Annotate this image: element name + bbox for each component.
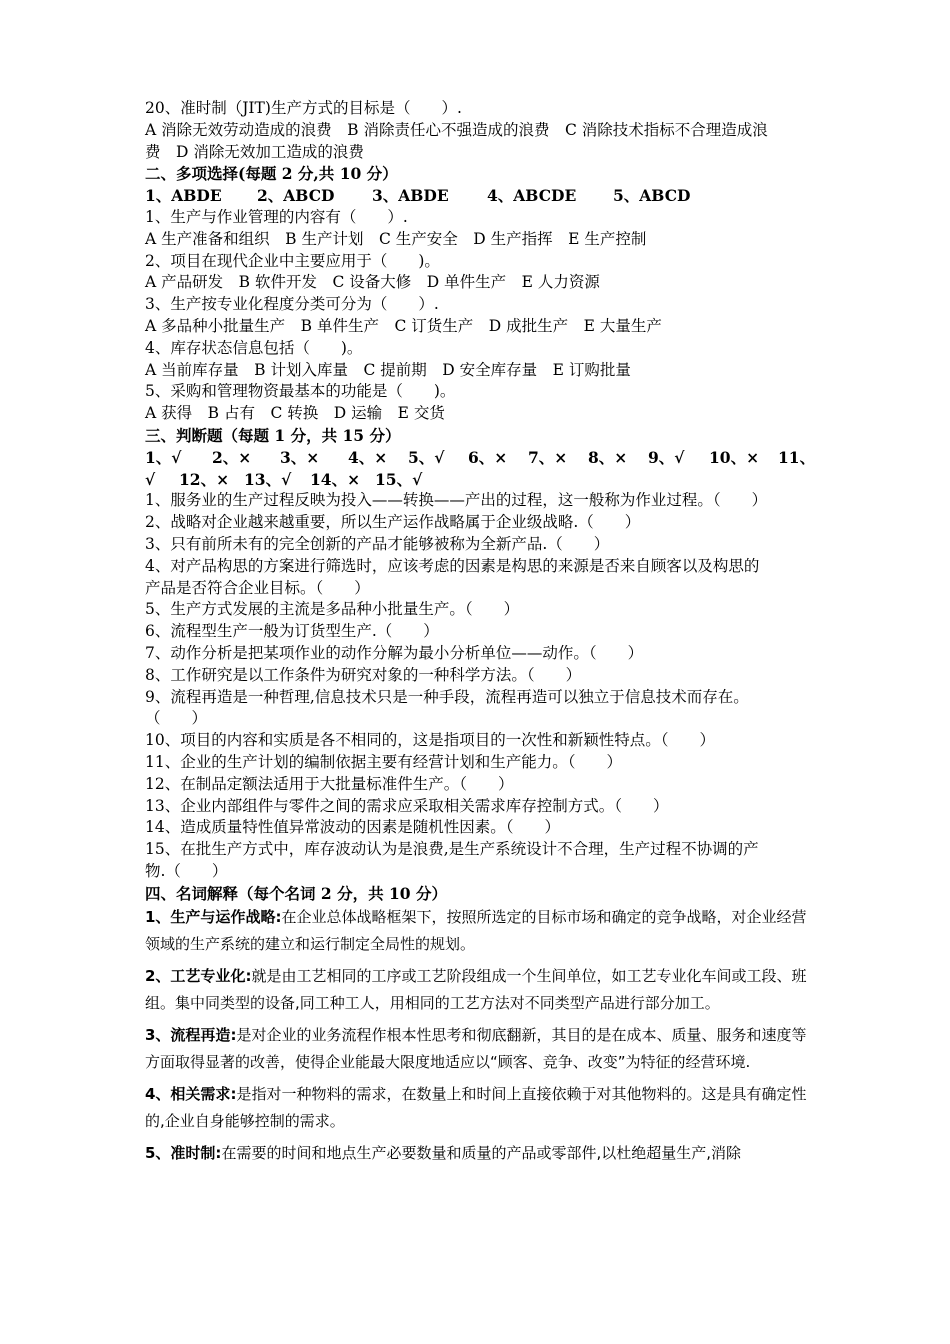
tf-line: 产品是否符合企业目标。（ ） (145, 578, 370, 597)
definition-text: 是指对一种物料的需求，在数量上和时间上直接依赖于对其他物料的。这是具有确定性的,企业自身能够控制的需求。 (145, 1085, 807, 1131)
tf-line: 6、流程型生产一般为订货型生产.（ ） (145, 622, 439, 641)
tf-answer-6: 6、× (468, 447, 508, 467)
tf-line: 2、战略对企业越来越重要，所以生产运作战略属于企业级战略.（ ） (145, 513, 641, 532)
tf-line: 9、流程再造是一种哲理,信息技术只是一种手段，流程再造可以独立于信息技术而存在。 (145, 687, 749, 706)
tf-line: 7、动作分析是把某项作业的动作分解为最小分析单位——动作。（ ） (145, 643, 644, 662)
tf-line: 5、生产方式发展的主流是多品种小批量生产。（ ） (145, 600, 520, 619)
section-3-answers-line-2 (145, 469, 815, 491)
tf-line: 4、对产品构思的方案进行筛选时，应该考虑的因素是构思的来源是否来自顾客以及构思的 (145, 556, 760, 575)
answer-1: 1、ABDE (145, 186, 222, 206)
tf-line: 14、造成质量特性值异常波动的因素是随机性因素。（ ） (145, 818, 560, 837)
tf-answer-10: 10、× (709, 447, 760, 467)
mc-options-3: A 多品种小批量生产 B 单件生产 C 订货生产 D 成批生产 E 大量生产 (145, 316, 662, 335)
tf-answer-8: 8、× (588, 447, 628, 467)
answer-5: 5、ABCD (613, 186, 691, 206)
tf-answer-12: 12、× (179, 469, 230, 489)
definition-text: 是对企业的业务流程作根本性思考和彻底翻新，其目的是在成本、质量、服务和速度等方面取得显著的改善，使得企业能最大限度地适应以“顾客、竞争、改变”为特征的经营环境. (145, 1026, 807, 1072)
section-3-answers-line-1 (145, 447, 815, 469)
definition-term: 4、相关需求: (145, 1085, 237, 1104)
definition-term: 1、生产与运作战略: (145, 908, 282, 927)
tf-line: 15、在批生产方式中，库存波动认为是浪费,是生产系统设计不合理，生产过程不协调的产 (145, 840, 759, 859)
tf-line: 1、服务业的生产过程反映为投入——转换——产出的过程，这一般称为作业过程。（ ） (145, 491, 768, 510)
definitions-list (145, 904, 815, 1167)
definition-item (145, 904, 815, 958)
tf-answer-11: 11、 (778, 447, 816, 467)
tf-answer-15: 15、√ (375, 469, 423, 489)
section-3-heading: 三、判断题（每题 1 分，共 15 分） (145, 425, 401, 445)
mc-question-2: 2、项目在现代企业中主要应用于（ )。 (145, 251, 440, 270)
tf-line: （ ） (145, 709, 208, 728)
definition-item (145, 1022, 815, 1076)
tf-answer-5: 5、√ (408, 447, 445, 467)
mc-question-4: 4、库存状态信息包括（ )。 (145, 338, 363, 357)
mc-options-4: A 当前库存量 B 计划入库量 C 提前期 D 安全库存量 E 订购批量 (145, 360, 631, 379)
tf-answer-14: 14、× (310, 469, 361, 489)
document-page (145, 98, 815, 1172)
definition-text: 就是由工艺相同的工序或工艺阶段组成一个生间单位，如工艺专业化车间或工段、班组。集中同类型的设备,同工种工人，用相同的工艺方法对不同类型产品进行部分加工。 (145, 967, 807, 1013)
answer-3: 3、ABDE (372, 186, 449, 206)
definition-term: 2、工艺专业化: (145, 967, 252, 986)
tf-line: 12、在制品定额法适用于大批量标准件生产。（ ） (145, 774, 514, 793)
tf-answer-13: 13、√ (244, 469, 292, 489)
q20-question: 20、准时制（JIT)生产方式的目标是（ ）. (145, 99, 462, 117)
tf-answer-3: 3、× (280, 447, 320, 467)
section-4-heading: 四、名词解释（每个名词 2 分，共 10 分） (145, 883, 447, 903)
tf-answer-7: 7、× (528, 447, 568, 467)
section-2-answers (145, 185, 815, 207)
mc-options-5: A 获得 B 占有 C 转换 D 运输 E 交货 (145, 404, 445, 423)
mc-options-2: A 产品研发 B 软件开发 C 设备大修 D 单件生产 E 人力资源 (145, 273, 600, 292)
definition-term: 5、准时制: (145, 1144, 222, 1163)
section-2-heading: 二、多项选择(每题 2 分,共 10 分） (145, 164, 398, 184)
mc-question-1: 1、生产与作业管理的内容有（ ）. (145, 207, 408, 226)
definition-text: 在企业总体战略框架下，按照所选定的目标市场和确定的竞争战略，对企业经营领域的生产系统的建立和运行制定全局性的规划。 (145, 908, 807, 954)
definition-item (145, 1140, 815, 1167)
tf-line: 物.（ ） (145, 861, 228, 880)
answer-2: 2、ABCD (257, 186, 335, 206)
tf-answer-2: 2、× (212, 447, 252, 467)
q20-options-line-2: 费 D 消除无效加工造成的浪费 (145, 142, 364, 161)
tf-line: 8、工作研究是以工作条件为研究对象的一种科学方法。（ ） (145, 665, 582, 684)
tf-answer-4: 4、× (348, 447, 388, 467)
mc-question-3: 3、生产按专业化程度分类可分为（ ）. (145, 295, 439, 314)
tf-line: 11、企业的生产计划的编制依据主要有经营计划和生产能力。（ ） (145, 752, 622, 771)
tf-answer-1: 1、√ (145, 447, 182, 467)
definition-item (145, 963, 815, 1017)
tf-line: 13、企业内部组件与零件之间的需求应采取相关需求库存控制方式。（ ） (145, 796, 669, 815)
q20-options-line-1: A 消除无效劳动造成的浪费 B 消除责任心不强造成的浪费 C 消除技术指标不合理造成浪 (145, 120, 768, 139)
mc-question-5: 5、采购和管理物资最基本的功能是（ )。 (145, 382, 456, 401)
definition-term: 3、流程再造: (145, 1026, 237, 1045)
tf-answer-9: 9、√ (648, 447, 685, 467)
answer-4: 4、ABCDE (487, 186, 577, 206)
tf-line: 10、项目的内容和实质是各不相同的，这是指项目的一次性和新颖性特点。（ ） (145, 731, 715, 750)
definition-item (145, 1081, 815, 1135)
tf-line: 3、只有前所未有的完全创新的产品才能够被称为全新产品.（ ） (145, 534, 610, 553)
tf-answer-11-mark: √ (145, 469, 156, 489)
mc-options-1: A 生产准备和组织 B 生产计划 C 生产安全 D 生产指挥 E 生产控制 (145, 229, 647, 248)
definition-text: 在需要的时间和地点生产必要数量和质量的产品或零部件,以杜绝超量生产,消除 (221, 1144, 741, 1163)
